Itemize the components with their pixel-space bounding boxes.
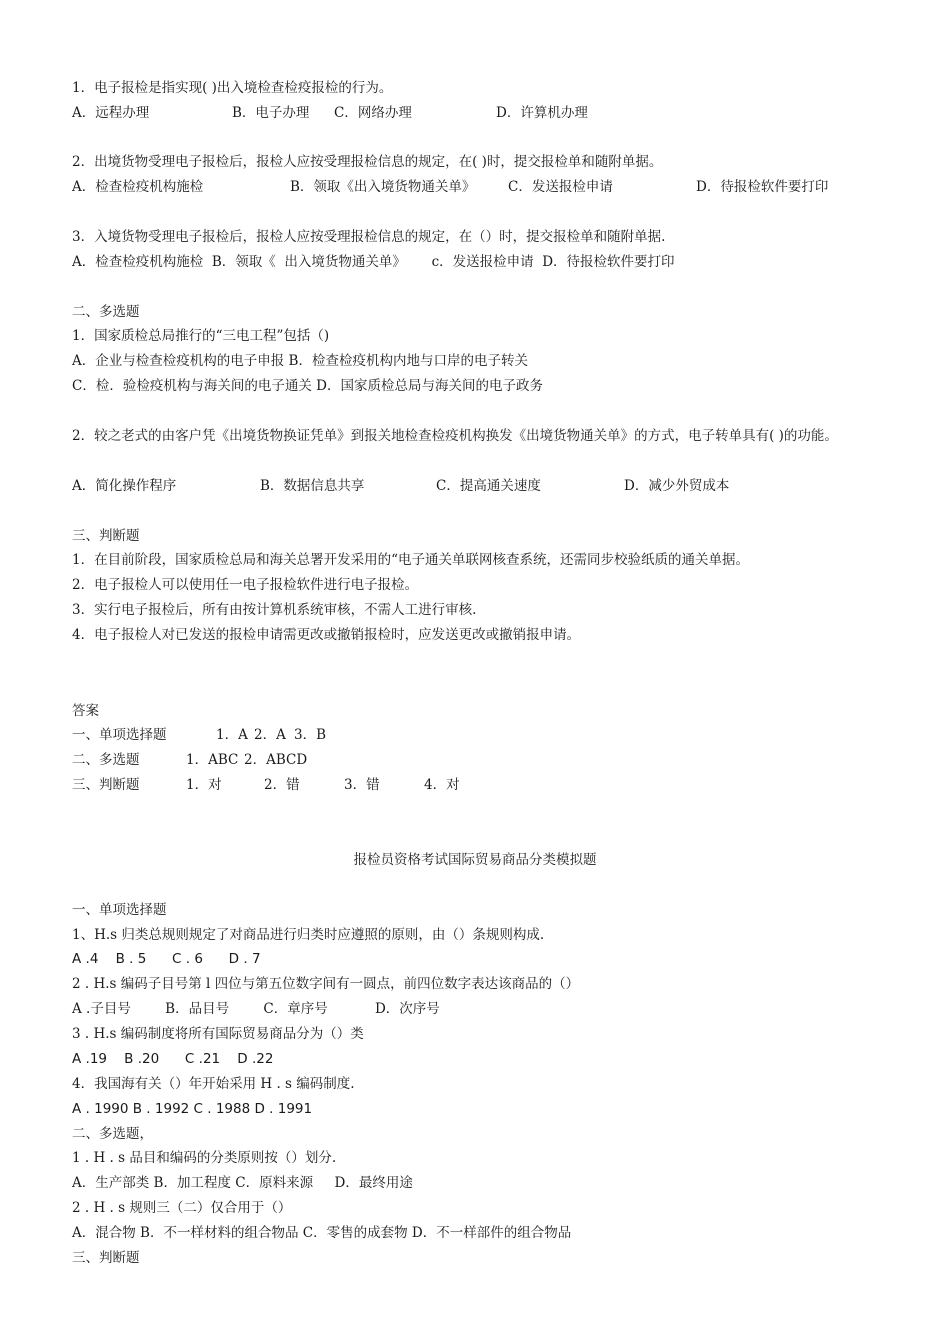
question-2-stem: 2．出境货物受理电子报检后，报检人应按受理报检信息的规定，在( )时，提交报检单和随附单据。 (72, 154, 663, 170)
exam-line: A .19 B .20 C .21 D .22 (72, 1051, 274, 1067)
option-d: D．减少外贸成本 (624, 478, 730, 494)
exam-line: 一、单项选择题 (72, 902, 167, 918)
option-a: A．检查检疫机构施检 (72, 179, 204, 195)
option-a: A．简化操作程序 (72, 478, 177, 494)
judge-item-4: 4．电子报检人对已发送的报检申请需更改或撤销报检时，应发送更改或撤销报申请。 (72, 627, 581, 643)
exam-line: 2 . H . s 规则三（二）仅合用于（） (72, 1200, 292, 1216)
option-b: B．领取《出入境货物通关单》 (290, 179, 476, 195)
answer-item: 4．对 (424, 777, 460, 793)
question-3-stem: 3．入境货物受理电子报检后，报检人应按受理报检信息的规定，在（）时，提交报检单和随附单据. (72, 229, 666, 245)
exam-line: 1、H.s 归类总规则规定了对商品进行归类时应遵照的原则，由（）条规则构成. (72, 927, 545, 943)
exam-line: A .子目号 B．品目号 C．章序号 D．次序号 (72, 1001, 440, 1017)
answers-row-label: 一、单项选择题 (72, 727, 167, 743)
judge-item-2: 2．电子报检人可以使用任一电子报检软件进行电子报检。 (72, 577, 419, 593)
section-heading-multi: 二、多选题 (72, 304, 140, 320)
option-c: C．网络办理 (334, 105, 412, 121)
answer-item: 3．B (294, 727, 327, 743)
answer-item: 2．A (254, 727, 286, 743)
exam-line: 2 . H.s 编码子目号第 l 四位与第五位数字间有一圆点，前四位数字表达该商品的（） (72, 976, 580, 992)
option-b: B．电子办理 (232, 105, 310, 121)
judge-item-1: 1．在目前阶段，国家质检总局和海关总署开发采用的“电子通关单联网核查系统，还需同步校验纸质的通关单据。 (72, 552, 749, 568)
exam-line: A .4 B . 5 C . 6 D . 7 (72, 951, 261, 967)
answer-item: 1．ABC (186, 752, 239, 768)
option-d: D．待报检软件要打印 (696, 179, 829, 195)
answer-item: 2．ABCD (244, 752, 308, 768)
exam-line: 3 . H.s 编码制度将所有国际贸易商品分为（）类 (72, 1026, 364, 1042)
exam-line: 二、多选题， (72, 1126, 153, 1142)
question-3-options: A．检查检疫机构施检 B．领取《 出入境货物通关单》 c．发送报检申请 D．待报检软件要打印 (72, 254, 675, 270)
question-1-stem: 1．电子报检是指实现( )出入境检查检疫报检的行为。 (72, 80, 393, 96)
option-c: C．发送报检申请 (508, 179, 613, 195)
answer-item: 3．错 (344, 777, 380, 793)
answers-row-label: 三、判断题 (72, 777, 140, 793)
exam-line: 三、判断题 (72, 1250, 140, 1266)
multi-question-1-options-cd: C．检．验检疫机构与海关间的电子通关 D．国家质检总局与海关间的电子政务 (72, 378, 543, 394)
answer-item: 2．错 (264, 777, 300, 793)
multi-question-1-options-ab: A．企业与检查检疫机构的电子申报 B．检查检疫机构内地与口岸的电子转关 (72, 353, 528, 369)
answer-item: 1．对 (186, 777, 222, 793)
answer-item: 1．A (216, 727, 248, 743)
section-heading-judge: 三、判断题 (72, 528, 140, 544)
exam-line: A．生产部类 B．加工程度 C．原料来源 D．最终用途 (72, 1175, 413, 1191)
option-d: D．许算机办理 (496, 105, 588, 121)
exam-line: A．混合物 B．不一样材料的组合物品 C．零售的成套物 D．不一样部件的组合物品 (72, 1225, 572, 1241)
multi-question-2-stem: 2．较之老式的由客户凭《出境货物换证凭单》到报关地检查检疫机构换发《出境货物通关单》的方式，电子转单具有( )的功能。 (72, 428, 838, 444)
option-b: B．数据信息共享 (260, 478, 365, 494)
option-c: C．提高通关速度 (436, 478, 541, 494)
option-a: A．远程办理 (72, 105, 150, 121)
exam-line: 1 . H . s 品目和编码的分类原则按（）划分. (72, 1150, 337, 1166)
exam-title: 报检员资格考试国际贸易商品分类模拟题 (353, 852, 597, 868)
answers-row-label: 二、多选题 (72, 752, 140, 768)
judge-item-3: 3．实行电子报检后，所有由按计算机系统审核，不需人工进行审核. (72, 602, 477, 618)
exam-line: 4．我国海有关（）年开始采用 H . s 编码制度. (72, 1076, 355, 1092)
answers-heading: 答案 (72, 703, 99, 719)
exam-line: A . 1990 B . 1992 C . 1988 D . 1991 (72, 1101, 313, 1117)
multi-question-1-stem: 1．国家质检总局推行的“三电工程”包括（) (72, 328, 330, 344)
